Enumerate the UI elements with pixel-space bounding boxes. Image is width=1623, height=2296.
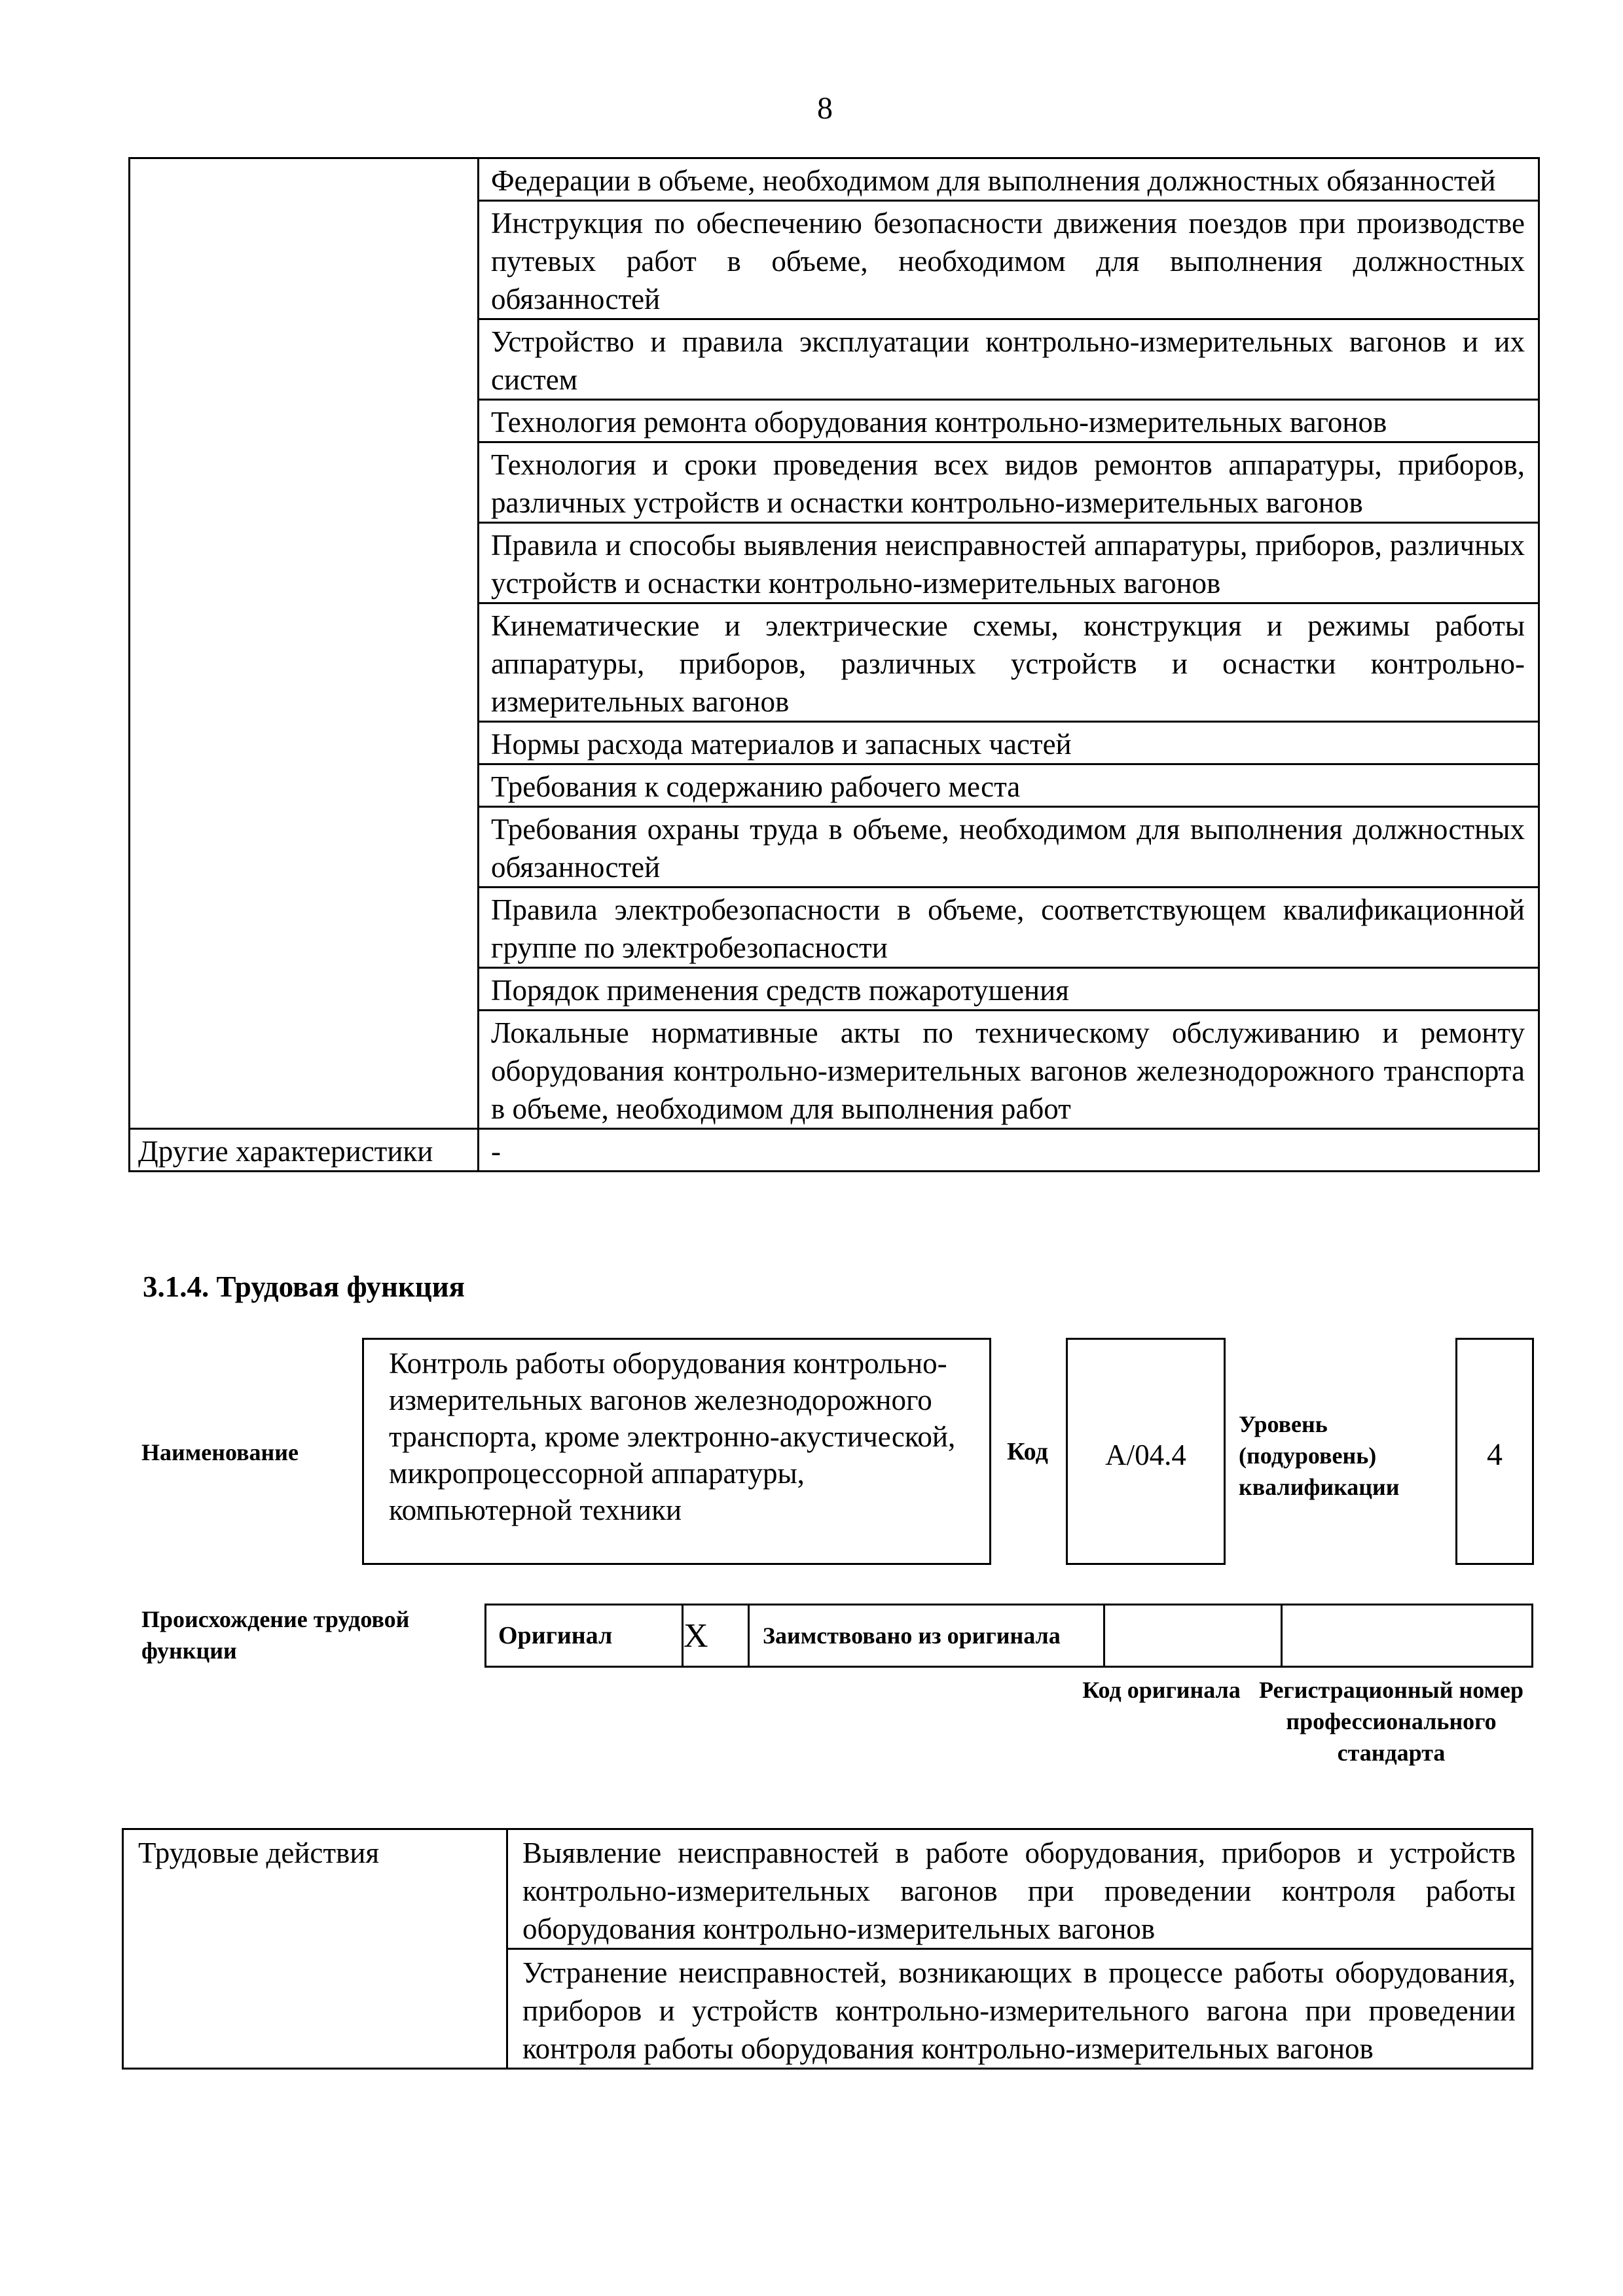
actions-label: Трудовые действия	[123, 1829, 507, 2069]
level-value: 4	[1487, 1437, 1503, 1472]
level-box	[1455, 1338, 1534, 1565]
table-row: Устройство и правила эксплуатации контрольно-измерительных вагонов и их систем	[479, 319, 1539, 400]
table-row: Устранение неисправностей, возникающих в процессе работы оборудования, приборов и устройств контрольно-измерительного вагона при проведении контроля работы оборудования контрольно-измерительных вагонов	[507, 1949, 1533, 2069]
page-number: 8	[817, 91, 833, 126]
other-characteristics-value: -	[479, 1129, 1539, 1172]
name-label: Наименование	[141, 1439, 299, 1465]
section-title: 3.1.4. Трудовая функция	[143, 1270, 465, 1303]
code-original-caption: Код оригинала	[1082, 1677, 1241, 1703]
table-row: Требования к содержанию рабочего места	[479, 764, 1539, 807]
origin-table	[484, 1604, 1533, 1668]
code-value: A/04.4	[1105, 1439, 1186, 1471]
original-label: Оригинал	[486, 1605, 683, 1667]
level-label: Уровень (подуровень) квалификации	[1239, 1411, 1400, 1500]
table-row: Правила электробезопасности в объеме, соответствующем квалификационной группе по электробезопасности	[479, 888, 1539, 968]
empty-label-cell	[130, 158, 479, 1129]
table-row: Выявление неисправностей в работе оборудования, приборов и устройств контрольно-измерительных вагонов при проведении контроля работы оборудования контрольно-измерительных вагонов	[507, 1829, 1533, 1949]
knowledge-table	[128, 157, 1540, 1172]
code-label: Код	[1007, 1438, 1048, 1465]
table-row: Локальные нормативные акты по техническому обслуживанию и ремонту оборудования контрольно-измерительных вагонов железнодорожного транспорта в объеме, необходимом для выполнения работ	[479, 1011, 1539, 1129]
table-row: Технология ремонта оборудования контрольно-измерительных вагонов	[479, 400, 1539, 442]
code-box	[1066, 1338, 1226, 1565]
table-row: Федерации в объеме, необходимом для выполнения должностных обязанностей	[479, 158, 1539, 201]
table-row: Технология и сроки проведения всех видов ремонтов аппаратуры, приборов, различных устройств и оснастки контрольно-измерительных вагонов	[479, 442, 1539, 523]
original-code-cell	[1104, 1605, 1282, 1667]
table-row: Кинематические и электрические схемы, конструкция и режимы работы аппаратуры, приборов, различных устройств и оснастки контрольно-измерительных вагонов	[479, 603, 1539, 722]
table-row: Порядок применения средств пожаротушения	[479, 968, 1539, 1011]
table-row: Требования охраны труда в объеме, необходимом для выполнения должностных обязанностей	[479, 807, 1539, 888]
table-row: Правила и способы выявления неисправностей аппаратуры, приборов, различных устройств и оснастки контрольно-измерительных вагонов	[479, 523, 1539, 603]
function-name-box	[362, 1338, 991, 1565]
other-characteristics-label: Другие характеристики	[130, 1129, 479, 1172]
registration-number-caption: Регистрационный номер профессионального стандарта	[1258, 1677, 1524, 1766]
table-row: Инструкция по обеспечению безопасности движения поездов при производстве путевых работ в объеме, необходимом для выполнения должностных обязанностей	[479, 201, 1539, 319]
origin-label: Происхождение трудовой функции	[141, 1606, 410, 1664]
registration-number-cell	[1282, 1605, 1533, 1667]
actions-table	[122, 1828, 1533, 2070]
borrowed-label: Заимствовано из оригинала	[749, 1605, 1104, 1667]
table-row: Нормы расхода материалов и запасных частей	[479, 722, 1539, 764]
original-mark: X	[683, 1605, 749, 1667]
function-name: Контроль работы оборудования контрольно-измерительных вагонов железнодорожного транспорта, кроме электронно-акустической, микропроцессорной аппаратуры, компьютерной техники	[389, 1347, 956, 1526]
